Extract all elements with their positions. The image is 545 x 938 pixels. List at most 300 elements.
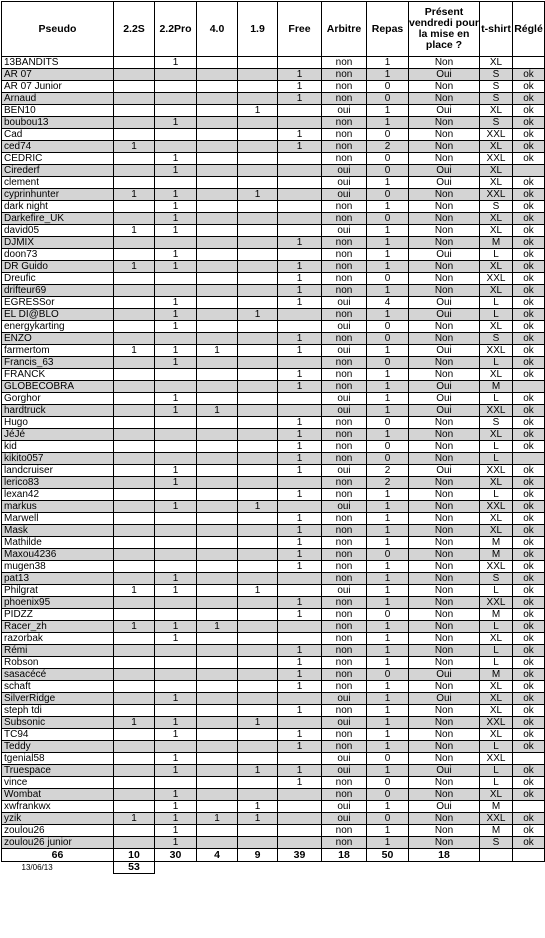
table-row xyxy=(2,513,545,525)
cell-pseudo: tgenial58 xyxy=(2,753,114,765)
cell-4-0 xyxy=(197,729,238,741)
cell-present: Non xyxy=(409,489,480,501)
cell-repas: 1 xyxy=(367,657,409,669)
cell-repas: 1 xyxy=(367,345,409,357)
cell-2-2pro: 1 xyxy=(155,477,197,489)
cell-2-2s xyxy=(114,573,155,585)
cell-1-9: 1 xyxy=(238,801,278,813)
cell-tshirt: XXL xyxy=(480,129,513,141)
cell-1-9 xyxy=(238,573,278,585)
cell-2-2pro xyxy=(155,609,197,621)
cell-arbitre: non xyxy=(322,669,367,681)
cell-tshirt: XL xyxy=(480,141,513,153)
cell-tshirt: L xyxy=(480,297,513,309)
cell-tshirt: L xyxy=(480,645,513,657)
cell-free xyxy=(278,825,322,837)
cell-2-2pro: 1 xyxy=(155,57,197,69)
cell-pseudo: hardtruck xyxy=(2,405,114,417)
cell-1-9 xyxy=(238,213,278,225)
cell-2-2pro xyxy=(155,141,197,153)
cell-present: Non xyxy=(409,501,480,513)
cell-repas: 0 xyxy=(367,441,409,453)
cell-pseudo: CEDRIC xyxy=(2,153,114,165)
cell-2-2s xyxy=(114,501,155,513)
cell-regle: ok xyxy=(513,429,545,441)
cell-pseudo: Cad xyxy=(2,129,114,141)
cell-pseudo: schaft xyxy=(2,681,114,693)
cell-present: Non xyxy=(409,621,480,633)
cell-tshirt: XL xyxy=(480,213,513,225)
cell-2-2s xyxy=(114,825,155,837)
cell-2-2s xyxy=(114,177,155,189)
cell-free: 1 xyxy=(278,429,322,441)
cell-4-0 xyxy=(197,537,238,549)
cell-tshirt: M xyxy=(480,669,513,681)
cell-present: Non xyxy=(409,513,480,525)
header-pseudo: Pseudo xyxy=(2,2,114,57)
cell-4-0 xyxy=(197,93,238,105)
total-present: 18 xyxy=(409,849,480,862)
cell-4-0 xyxy=(197,609,238,621)
cell-2-2s xyxy=(114,741,155,753)
cell-2-2pro xyxy=(155,429,197,441)
cell-pseudo: yzik xyxy=(2,813,114,825)
cell-present: Oui xyxy=(409,801,480,813)
cell-repas: 1 xyxy=(367,381,409,393)
cell-pseudo: drifteur69 xyxy=(2,285,114,297)
cell-present: Non xyxy=(409,333,480,345)
cell-arbitre: non xyxy=(322,129,367,141)
cell-1-9 xyxy=(238,249,278,261)
cell-4-0 xyxy=(197,465,238,477)
cell-2-2pro xyxy=(155,561,197,573)
cell-2-2s xyxy=(114,453,155,465)
table-row xyxy=(2,453,545,465)
cell-arbitre: oui xyxy=(322,765,367,777)
cell-1-9 xyxy=(238,345,278,357)
cell-regle: ok xyxy=(513,81,545,93)
table-row xyxy=(2,681,545,693)
cell-arbitre: non xyxy=(322,285,367,297)
cell-free xyxy=(278,189,322,201)
cell-4-0 xyxy=(197,777,238,789)
cell-regle xyxy=(513,57,545,69)
total-tshirt xyxy=(480,849,513,862)
cell-4-0 xyxy=(197,693,238,705)
cell-2-2pro xyxy=(155,105,197,117)
cell-free: 1 xyxy=(278,681,322,693)
cell-regle: ok xyxy=(513,177,545,189)
cell-arbitre: non xyxy=(322,57,367,69)
cell-pseudo: Dreufic xyxy=(2,273,114,285)
cell-present: Non xyxy=(409,93,480,105)
cell-regle: ok xyxy=(513,597,545,609)
table-row xyxy=(2,273,545,285)
cell-regle: ok xyxy=(513,837,545,849)
cell-regle: ok xyxy=(513,573,545,585)
cell-1-9 xyxy=(238,81,278,93)
cell-1-9 xyxy=(238,477,278,489)
table-row xyxy=(2,645,545,657)
cell-tshirt: S xyxy=(480,333,513,345)
cell-pseudo: Maxou4236 xyxy=(2,549,114,561)
cell-arbitre: non xyxy=(322,213,367,225)
cell-4-0: 1 xyxy=(197,345,238,357)
cell-repas: 1 xyxy=(367,693,409,705)
cell-4-0 xyxy=(197,177,238,189)
cell-present: Non xyxy=(409,369,480,381)
cell-arbitre: oui xyxy=(322,393,367,405)
cell-arbitre: non xyxy=(322,609,367,621)
cell-free xyxy=(278,753,322,765)
table-row xyxy=(2,609,545,621)
cell-1-9 xyxy=(238,513,278,525)
cell-pseudo: Philgrat xyxy=(2,585,114,597)
cell-regle xyxy=(513,165,545,177)
cell-pseudo: Robson xyxy=(2,657,114,669)
cell-4-0 xyxy=(197,525,238,537)
cell-tshirt: XXL xyxy=(480,345,513,357)
cell-2-2pro: 1 xyxy=(155,789,197,801)
cell-present: Non xyxy=(409,129,480,141)
cell-repas: 1 xyxy=(367,513,409,525)
table-row xyxy=(2,69,545,81)
cell-arbitre: oui xyxy=(322,189,367,201)
cell-regle: ok xyxy=(513,549,545,561)
cell-pseudo: xwfrankwx xyxy=(2,801,114,813)
cell-1-9: 1 xyxy=(238,717,278,729)
cell-arbitre: oui xyxy=(322,813,367,825)
cell-pseudo: PIDZZ xyxy=(2,609,114,621)
date-row xyxy=(2,862,545,874)
cell-2-2pro xyxy=(155,489,197,501)
cell-arbitre: oui xyxy=(322,465,367,477)
cell-arbitre: non xyxy=(322,441,367,453)
cell-2-2s xyxy=(114,645,155,657)
cell-free xyxy=(278,633,322,645)
cell-2-2pro xyxy=(155,777,197,789)
cell-2-2s xyxy=(114,441,155,453)
cell-arbitre: non xyxy=(322,417,367,429)
cell-4-0 xyxy=(197,333,238,345)
cell-present: Oui xyxy=(409,465,480,477)
cell-pseudo: DJMIX xyxy=(2,237,114,249)
cell-present: Non xyxy=(409,585,480,597)
cell-2-2s xyxy=(114,393,155,405)
cell-tshirt: M xyxy=(480,825,513,837)
cell-regle: ok xyxy=(513,789,545,801)
cell-arbitre: non xyxy=(322,573,367,585)
table-row xyxy=(2,165,545,177)
cell-present: Oui xyxy=(409,765,480,777)
cell-free: 1 xyxy=(278,453,322,465)
cell-free xyxy=(278,249,322,261)
cell-2-2pro xyxy=(155,453,197,465)
cell-present: Oui xyxy=(409,693,480,705)
cell-present: Non xyxy=(409,57,480,69)
cell-pseudo: Cirederf xyxy=(2,165,114,177)
table-row xyxy=(2,585,545,597)
cell-1-9 xyxy=(238,633,278,645)
cell-2-2s xyxy=(114,549,155,561)
cell-regle: ok xyxy=(513,465,545,477)
cell-2-2pro xyxy=(155,237,197,249)
cell-present: Non xyxy=(409,273,480,285)
table-row xyxy=(2,81,545,93)
cell-2-2pro xyxy=(155,381,197,393)
cell-regle: ok xyxy=(513,369,545,381)
cell-1-9 xyxy=(238,621,278,633)
cell-arbitre: non xyxy=(322,429,367,441)
cell-arbitre: non xyxy=(322,681,367,693)
cell-2-2s xyxy=(114,525,155,537)
cell-repas: 0 xyxy=(367,789,409,801)
cell-present: Non xyxy=(409,525,480,537)
cell-regle: ok xyxy=(513,273,545,285)
cell-regle: ok xyxy=(513,213,545,225)
table-row xyxy=(2,777,545,789)
cell-regle: ok xyxy=(513,129,545,141)
cell-2-2pro xyxy=(155,333,197,345)
cell-present: Non xyxy=(409,741,480,753)
cell-1-9: 1 xyxy=(238,585,278,597)
cell-tshirt: L xyxy=(480,489,513,501)
cell-1-9 xyxy=(238,321,278,333)
cell-free: 1 xyxy=(278,645,322,657)
cell-pseudo: kikito057 xyxy=(2,453,114,465)
total-pseudo: 66 xyxy=(2,849,114,862)
cell-2-2pro: 1 xyxy=(155,153,197,165)
cell-present: Oui xyxy=(409,405,480,417)
cell-free xyxy=(278,813,322,825)
cell-arbitre: oui xyxy=(322,801,367,813)
total-arbitre: 18 xyxy=(322,849,367,862)
cell-arbitre: non xyxy=(322,153,367,165)
cell-present: Non xyxy=(409,453,480,465)
cell-pseudo: cyprinhunter xyxy=(2,189,114,201)
cell-4-0 xyxy=(197,489,238,501)
total-4-0: 4 xyxy=(197,849,238,862)
cell-4-0 xyxy=(197,369,238,381)
cell-2-2pro: 1 xyxy=(155,297,197,309)
cell-tshirt: L xyxy=(480,249,513,261)
cell-tshirt: L xyxy=(480,309,513,321)
cell-free xyxy=(278,717,322,729)
cell-present: Oui xyxy=(409,393,480,405)
cell-2-2s xyxy=(114,357,155,369)
cell-free: 1 xyxy=(278,513,322,525)
header-1-9: 1.9 xyxy=(238,2,278,57)
cell-arbitre: non xyxy=(322,657,367,669)
cell-1-9 xyxy=(238,693,278,705)
cell-4-0 xyxy=(197,549,238,561)
cell-1-9 xyxy=(238,597,278,609)
cell-2-2s xyxy=(114,513,155,525)
cell-pseudo: energykarting xyxy=(2,321,114,333)
cell-free xyxy=(278,405,322,417)
cell-2-2pro: 1 xyxy=(155,201,197,213)
cell-arbitre: non xyxy=(322,237,367,249)
cell-4-0 xyxy=(197,273,238,285)
table-row xyxy=(2,57,545,69)
cell-repas: 1 xyxy=(367,573,409,585)
cell-4-0 xyxy=(197,717,238,729)
cell-1-9 xyxy=(238,357,278,369)
date-row-spacer xyxy=(155,862,545,874)
header-free: Free xyxy=(278,2,322,57)
cell-2-2s xyxy=(114,333,155,345)
cell-arbitre: non xyxy=(322,741,367,753)
cell-free: 1 xyxy=(278,777,322,789)
cell-tshirt: S xyxy=(480,417,513,429)
cell-tshirt: XL xyxy=(480,513,513,525)
table-row xyxy=(2,141,545,153)
cell-1-9 xyxy=(238,537,278,549)
cell-present: Oui xyxy=(409,309,480,321)
cell-tshirt: XXL xyxy=(480,813,513,825)
cell-repas: 1 xyxy=(367,237,409,249)
cell-arbitre: non xyxy=(322,453,367,465)
cell-2-2s: 1 xyxy=(114,189,155,201)
cell-free xyxy=(278,837,322,849)
table-row xyxy=(2,225,545,237)
cell-arbitre: oui xyxy=(322,693,367,705)
cell-pseudo: boubou13 xyxy=(2,117,114,129)
cell-regle: ok xyxy=(513,201,545,213)
cell-2-2s xyxy=(114,693,155,705)
cell-tshirt: S xyxy=(480,81,513,93)
cell-tshirt: S xyxy=(480,69,513,81)
cell-repas: 1 xyxy=(367,489,409,501)
cell-free xyxy=(278,693,322,705)
cell-free xyxy=(278,501,322,513)
cell-present: Non xyxy=(409,813,480,825)
cell-4-0 xyxy=(197,597,238,609)
cell-arbitre: oui xyxy=(322,501,367,513)
table-row xyxy=(2,321,545,333)
total-2-2s: 10 xyxy=(114,849,155,862)
cell-pseudo: TC94 xyxy=(2,729,114,741)
table-row xyxy=(2,669,545,681)
cell-2-2s xyxy=(114,561,155,573)
cell-pseudo: vince xyxy=(2,777,114,789)
cell-repas: 1 xyxy=(367,393,409,405)
table-row xyxy=(2,189,545,201)
cell-repas: 2 xyxy=(367,477,409,489)
cell-4-0 xyxy=(197,237,238,249)
cell-1-9 xyxy=(238,417,278,429)
cell-regle xyxy=(513,801,545,813)
cell-regle: ok xyxy=(513,321,545,333)
cell-regle: ok xyxy=(513,501,545,513)
table-row xyxy=(2,441,545,453)
cell-regle: ok xyxy=(513,117,545,129)
cell-free xyxy=(278,321,322,333)
cell-present: Oui xyxy=(409,105,480,117)
cell-tshirt: S xyxy=(480,201,513,213)
cell-present: Non xyxy=(409,117,480,129)
cell-repas: 1 xyxy=(367,585,409,597)
cell-repas: 1 xyxy=(367,705,409,717)
cell-2-2pro xyxy=(155,177,197,189)
cell-tshirt: XL xyxy=(480,261,513,273)
table-row xyxy=(2,597,545,609)
cell-regle: ok xyxy=(513,333,545,345)
cell-pseudo: DR Guido xyxy=(2,261,114,273)
cell-2-2pro: 1 xyxy=(155,729,197,741)
cell-arbitre: non xyxy=(322,273,367,285)
cell-free xyxy=(278,573,322,585)
cell-regle: ok xyxy=(513,729,545,741)
cell-present: Non xyxy=(409,141,480,153)
cell-4-0 xyxy=(197,585,238,597)
cell-1-9 xyxy=(238,369,278,381)
table-row xyxy=(2,153,545,165)
cell-regle: ok xyxy=(513,393,545,405)
cell-free xyxy=(278,477,322,489)
cell-regle: ok xyxy=(513,189,545,201)
cell-repas: 1 xyxy=(367,633,409,645)
cell-tshirt: XXL xyxy=(480,273,513,285)
subtotal-value: 53 xyxy=(114,862,155,874)
cell-1-9 xyxy=(238,285,278,297)
table-row xyxy=(2,525,545,537)
cell-repas: 2 xyxy=(367,141,409,153)
cell-pseudo: Gorghor xyxy=(2,393,114,405)
cell-pseudo: farmertom xyxy=(2,345,114,357)
cell-pseudo: Arnaud xyxy=(2,93,114,105)
cell-repas: 0 xyxy=(367,753,409,765)
cell-tshirt: S xyxy=(480,93,513,105)
cell-pseudo: BEN10 xyxy=(2,105,114,117)
cell-pseudo: markus xyxy=(2,501,114,513)
table-row xyxy=(2,309,545,321)
cell-tshirt: XL xyxy=(480,57,513,69)
cell-2-2s xyxy=(114,489,155,501)
cell-4-0 xyxy=(197,789,238,801)
cell-regle: ok xyxy=(513,537,545,549)
cell-4-0 xyxy=(197,573,238,585)
cell-tshirt: L xyxy=(480,765,513,777)
cell-tshirt: XXL xyxy=(480,189,513,201)
cell-tshirt: XL xyxy=(480,693,513,705)
cell-arbitre: oui xyxy=(322,753,367,765)
table-row xyxy=(2,117,545,129)
table-row xyxy=(2,657,545,669)
cell-regle: ok xyxy=(513,417,545,429)
cell-1-9 xyxy=(238,261,278,273)
cell-pseudo: ced74 xyxy=(2,141,114,153)
cell-pseudo: Subsonic xyxy=(2,717,114,729)
cell-4-0 xyxy=(197,561,238,573)
cell-arbitre: non xyxy=(322,549,367,561)
table-row xyxy=(2,801,545,813)
table-row xyxy=(2,93,545,105)
cell-free: 1 xyxy=(278,525,322,537)
cell-1-9: 1 xyxy=(238,105,278,117)
cell-pseudo: landcruiser xyxy=(2,465,114,477)
cell-2-2pro: 1 xyxy=(155,765,197,777)
cell-2-2pro: 1 xyxy=(155,189,197,201)
cell-pseudo: AR 07 Junior xyxy=(2,81,114,93)
cell-2-2pro xyxy=(155,513,197,525)
cell-1-9: 1 xyxy=(238,501,278,513)
cell-pseudo: zoulou26 junior xyxy=(2,837,114,849)
cell-2-2s xyxy=(114,81,155,93)
cell-arbitre: non xyxy=(322,333,367,345)
total-1-9: 9 xyxy=(238,849,278,862)
cell-2-2pro: 1 xyxy=(155,165,197,177)
